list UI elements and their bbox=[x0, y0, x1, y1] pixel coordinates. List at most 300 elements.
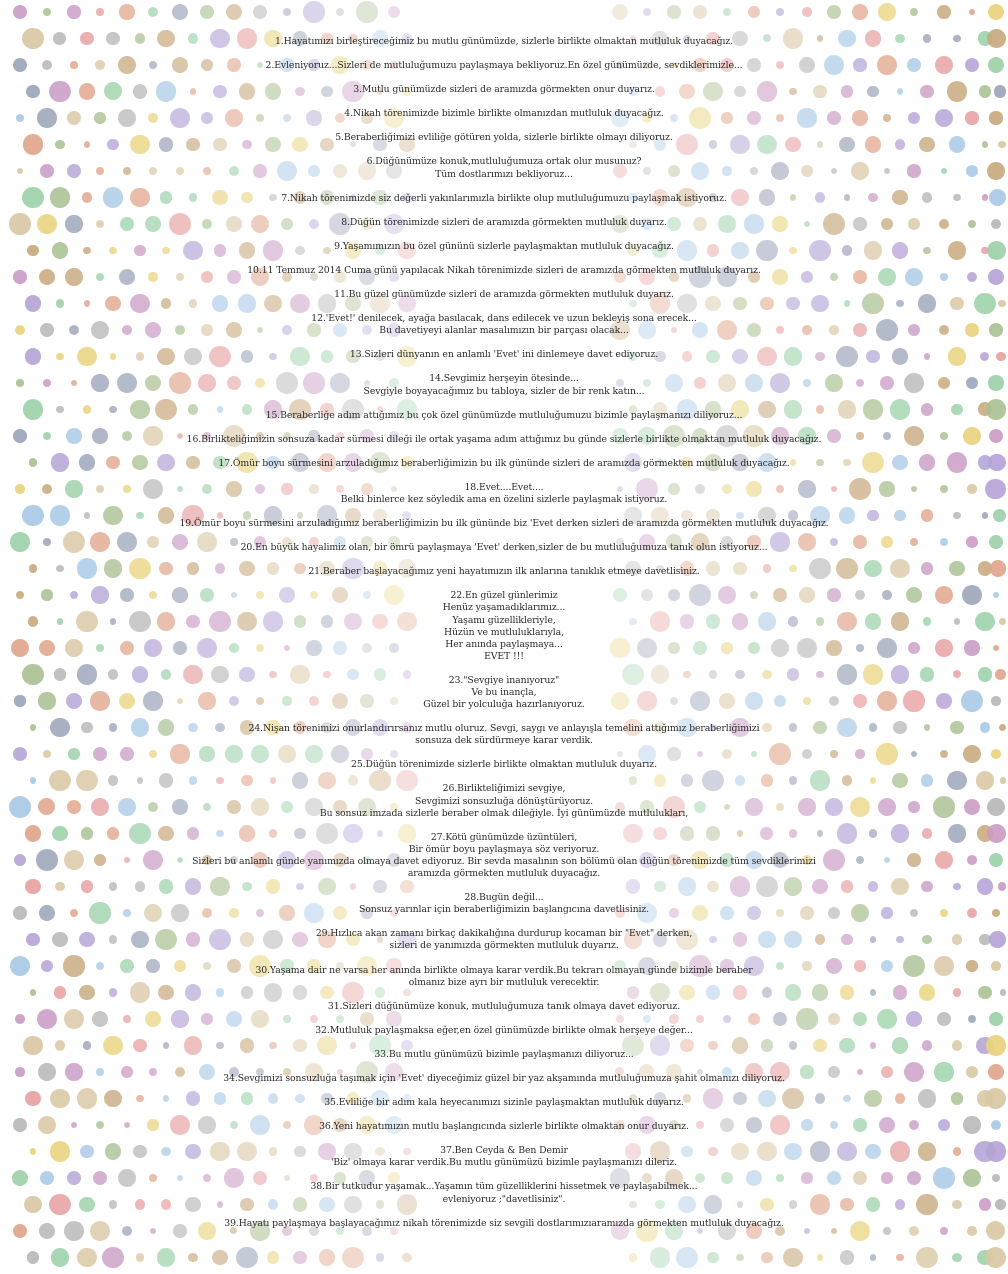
decorative-dot bbox=[879, 481, 894, 496]
decorative-dot bbox=[109, 406, 117, 414]
decorative-dot bbox=[933, 796, 954, 817]
decorative-dot bbox=[923, 34, 932, 43]
decorative-dot bbox=[24, 1196, 42, 1214]
decorative-dot bbox=[107, 139, 119, 151]
decorative-dot bbox=[980, 722, 990, 732]
decorative-dot bbox=[953, 1147, 962, 1156]
decorative-dot bbox=[953, 670, 961, 678]
decorative-dot bbox=[986, 399, 1006, 419]
decorative-dot bbox=[95, 60, 105, 70]
decorative-dot bbox=[82, 192, 93, 203]
message-line: 29.Hızlıca akan zamanı birkaç dakikalığına durdurup kocaman bir "Evet" derken, bbox=[315, 928, 693, 940]
decorative-dot bbox=[25, 1091, 41, 1107]
decorative-dot bbox=[993, 509, 1006, 522]
message-line: sonsuza dek sürdürmeye karar verdik. bbox=[415, 735, 593, 747]
decorative-dot bbox=[84, 300, 90, 306]
decorative-dot bbox=[935, 586, 954, 605]
decorative-dot bbox=[935, 109, 953, 127]
decorative-dot bbox=[919, 984, 936, 1001]
decorative-dot bbox=[896, 936, 903, 943]
decorative-dot bbox=[11, 639, 29, 657]
decorative-dot bbox=[910, 8, 918, 16]
decorative-dot bbox=[52, 932, 68, 948]
decorative-dot bbox=[49, 770, 71, 792]
decorative-dot bbox=[865, 1144, 881, 1160]
decorative-dot bbox=[918, 1089, 936, 1107]
message-line: 28.Bugün değil... bbox=[464, 892, 544, 904]
decorative-dot bbox=[102, 1247, 124, 1269]
decorative-dot bbox=[988, 375, 1003, 390]
decorative-dot bbox=[43, 379, 51, 387]
invitation-message bbox=[150, 60, 858, 72]
decorative-dot bbox=[122, 1226, 133, 1237]
decorative-dot bbox=[103, 1036, 122, 1055]
decorative-dot bbox=[91, 321, 109, 339]
invitation-message bbox=[150, 156, 858, 180]
decorative-dot bbox=[891, 878, 909, 896]
decorative-dot bbox=[133, 1039, 146, 1052]
decorative-dot bbox=[132, 455, 147, 470]
decorative-dot bbox=[105, 296, 120, 311]
decorative-dot bbox=[109, 247, 117, 255]
decorative-dot bbox=[13, 906, 27, 920]
decorative-dot bbox=[29, 564, 37, 572]
decorative-dot bbox=[96, 485, 104, 493]
decorative-dot bbox=[10, 532, 30, 552]
decorative-dot bbox=[968, 220, 976, 228]
message-line: Sevgiyle boyayacağımız bu tabloya, sizler de bir renk katın... bbox=[363, 385, 645, 397]
decorative-dot bbox=[938, 1119, 951, 1132]
decorative-dot bbox=[894, 510, 906, 522]
message-line: evleniyoruz ;"davetlisiniz". bbox=[442, 1193, 566, 1205]
decorative-dot bbox=[919, 137, 935, 153]
decorative-dot bbox=[40, 323, 55, 338]
invitation-message bbox=[150, 217, 858, 229]
decorative-dot bbox=[51, 1248, 70, 1267]
decorative-dot bbox=[921, 509, 934, 522]
decorative-dot bbox=[200, 5, 214, 19]
decorative-dot bbox=[862, 293, 884, 315]
decorative-dot bbox=[904, 426, 924, 446]
decorative-dot bbox=[878, 3, 896, 21]
invitation-message bbox=[150, 193, 858, 205]
decorative-dot bbox=[172, 4, 189, 21]
decorative-dot bbox=[54, 986, 66, 998]
decorative-dot bbox=[136, 1095, 144, 1103]
decorative-dot bbox=[15, 1067, 24, 1076]
decorative-dot bbox=[905, 268, 924, 287]
decorative-dot bbox=[93, 747, 107, 761]
decorative-dot bbox=[25, 348, 41, 364]
decorative-dot bbox=[982, 512, 988, 518]
decorative-dot bbox=[978, 986, 992, 1000]
invitation-message bbox=[150, 1121, 858, 1133]
decorative-dot bbox=[67, 1171, 82, 1186]
decorative-dot bbox=[827, 5, 841, 19]
decorative-dot bbox=[906, 587, 922, 603]
decorative-dot bbox=[109, 882, 117, 890]
decorative-dot bbox=[30, 989, 36, 995]
invitation-message bbox=[150, 458, 858, 470]
decorative-dot bbox=[924, 353, 930, 359]
decorative-dot bbox=[91, 586, 108, 603]
message-line: 32.Mutluluk paylaşmaksa eğer,en özel günümüzde birlikte olmak herşeye değer... bbox=[315, 1024, 693, 1036]
decorative-dot bbox=[65, 480, 82, 497]
message-line: 20.En büyük hayalimiz olan, bir ömrü paylaşmaya 'Evet' derken,sizler de bu mutluluğumuza tanık olun istiyoruz... bbox=[240, 542, 768, 554]
decorative-dot bbox=[22, 505, 44, 527]
decorative-dot bbox=[870, 936, 876, 942]
invitation-message bbox=[150, 928, 858, 952]
decorative-dot bbox=[890, 1141, 910, 1161]
decorative-dot bbox=[39, 1223, 55, 1239]
message-line: Tüm dostlarımızı bekliyoruz... bbox=[435, 168, 573, 180]
decorative-dot bbox=[188, 1253, 197, 1262]
message-line: 2.Evleniyoruz...Sizleri de mutluluğumuzu paylaşmaya bekliyoruz.En özel günümüzde, sevdiklerimizle... bbox=[265, 60, 743, 72]
message-line: 36.Yeni hayatımızın mutlu başlangıcında sizlerle birlikte olmaktan onur duyarız. bbox=[319, 1121, 689, 1133]
decorative-dot bbox=[80, 1145, 94, 1159]
decorative-dot bbox=[130, 400, 149, 419]
invitation-message bbox=[150, 675, 858, 711]
decorative-dot bbox=[963, 1116, 980, 1133]
decorative-dot bbox=[110, 353, 116, 359]
decorative-dot bbox=[65, 639, 84, 658]
decorative-dot bbox=[38, 798, 55, 815]
message-line: 3.Mutlu günümüzde sizleri de aramızda görmekten onur duyarız. bbox=[353, 84, 655, 96]
decorative-dot bbox=[91, 374, 108, 391]
message-line: Bu sonsuz imzada sizlerle beraber olmak dileğiyle. İyi günümüzde mutlulukları, bbox=[319, 807, 689, 819]
decorative-dot bbox=[13, 1118, 26, 1131]
decorative-dot bbox=[908, 324, 921, 337]
decorative-dot bbox=[952, 934, 963, 945]
decorative-dot bbox=[939, 325, 949, 335]
invitation-message bbox=[150, 1218, 858, 1230]
decorative-dot bbox=[953, 35, 960, 42]
decorative-dot bbox=[906, 1011, 923, 1028]
decorative-dot bbox=[892, 773, 908, 789]
decorative-dot bbox=[895, 34, 905, 44]
decorative-dot bbox=[965, 323, 979, 337]
decorative-dot bbox=[892, 348, 909, 365]
message-line: Yaşamı güzellikleriyle, bbox=[452, 614, 556, 626]
decorative-dot bbox=[979, 1198, 992, 1211]
decorative-dot bbox=[864, 241, 883, 260]
message-line: 25.Düğün törenimizde sizlerle birlikte olmaktan mutluluk duyarız. bbox=[351, 759, 657, 771]
decorative-dot bbox=[978, 667, 992, 681]
decorative-dot bbox=[940, 909, 948, 917]
decorative-dot bbox=[643, 8, 652, 17]
message-line: 13.Sizleri dünyanın en anlamlı 'Evet' ini dinlemeye davet ediyoruz. bbox=[349, 349, 659, 361]
invitation-message bbox=[150, 759, 858, 771]
decorative-dot bbox=[129, 611, 150, 632]
decorative-dot bbox=[947, 81, 967, 101]
decorative-dot bbox=[985, 1247, 1006, 1268]
decorative-dot bbox=[935, 851, 953, 869]
decorative-dot bbox=[908, 642, 920, 654]
decorative-dot bbox=[964, 640, 979, 655]
decorative-dot bbox=[940, 1227, 949, 1236]
decorative-dot bbox=[89, 902, 110, 923]
decorative-dot bbox=[42, 484, 52, 494]
decorative-dot bbox=[336, 8, 344, 16]
decorative-dot bbox=[867, 510, 879, 522]
decorative-dot bbox=[998, 882, 1006, 890]
decorative-dot bbox=[991, 1120, 1001, 1130]
decorative-dot bbox=[934, 956, 954, 976]
decorative-dot bbox=[38, 1063, 57, 1082]
decorative-dot bbox=[42, 60, 52, 70]
invitation-message bbox=[150, 434, 858, 446]
message-line: 37.Ben Ceyda & Ben Demir bbox=[440, 1145, 568, 1157]
decorative-dot bbox=[90, 1221, 110, 1241]
decorative-dot bbox=[13, 1224, 28, 1239]
decorative-dot bbox=[939, 219, 949, 229]
decorative-dot bbox=[283, 8, 292, 17]
invitation-message bbox=[150, 313, 858, 337]
decorative-dot bbox=[123, 167, 130, 174]
decorative-dot bbox=[16, 591, 25, 600]
decorative-dot bbox=[947, 452, 968, 473]
decorative-dot bbox=[56, 406, 63, 413]
message-line: Güzel bir yolculuğa hazırlanıyoruz. bbox=[423, 699, 585, 711]
decorative-dot bbox=[723, 8, 731, 16]
decorative-dot bbox=[911, 751, 918, 758]
decorative-dot bbox=[109, 723, 117, 731]
decorative-dot bbox=[952, 1040, 963, 1051]
decorative-dot bbox=[253, 5, 268, 20]
decorative-dot bbox=[63, 531, 85, 553]
decorative-dot bbox=[989, 535, 1004, 550]
decorative-dot bbox=[43, 432, 52, 441]
message-line: Ve bu inançla, bbox=[471, 687, 537, 698]
decorative-dot bbox=[916, 1247, 937, 1268]
decorative-dot bbox=[941, 168, 947, 174]
decorative-dot bbox=[891, 824, 910, 843]
decorative-dot bbox=[693, 5, 708, 20]
message-line: 31.Sizleri düğünümüze konuk, mutluluğumuza tanık olmaya davet ediyoruz. bbox=[327, 1000, 681, 1012]
message-line: 6.Düğünümüze konuk,mutluluğumuza ortak olur musunuz? bbox=[366, 156, 642, 168]
decorative-dot bbox=[92, 1011, 108, 1027]
decorative-dot bbox=[93, 1171, 107, 1185]
decorative-dot bbox=[907, 1171, 922, 1186]
decorative-dot bbox=[904, 1062, 924, 1082]
decorative-dot bbox=[884, 168, 890, 174]
decorative-dot bbox=[303, 1, 324, 22]
decorative-dot bbox=[30, 1148, 36, 1154]
invitation-message bbox=[150, 1097, 858, 1109]
decorative-dot bbox=[25, 295, 42, 312]
decorative-dot bbox=[977, 878, 993, 894]
decorative-dot bbox=[892, 242, 909, 259]
decorative-dot bbox=[865, 613, 882, 630]
decorative-dot bbox=[83, 1041, 92, 1050]
decorative-dot bbox=[920, 85, 933, 98]
decorative-dot bbox=[94, 854, 106, 866]
decorative-dot bbox=[67, 111, 82, 126]
decorative-dot bbox=[120, 959, 135, 974]
decorative-dot bbox=[962, 585, 983, 606]
decorative-dot bbox=[761, 1252, 772, 1263]
decorative-dot bbox=[23, 134, 43, 154]
decorative-dot bbox=[1000, 777, 1006, 783]
decorative-dot bbox=[870, 777, 876, 783]
message-line: 22.En güzel günlerimiz bbox=[450, 590, 558, 602]
message-line: 5.Beraberliğimizi evliliğe götüren yolda, sizlerle birlikte olmayı diliyoruz. bbox=[335, 132, 673, 144]
decorative-dot bbox=[17, 168, 24, 175]
decorative-dot bbox=[866, 350, 879, 363]
decorative-dot bbox=[49, 1194, 71, 1216]
decorative-dot bbox=[41, 960, 53, 972]
decorative-dot bbox=[868, 193, 878, 203]
decorative-dot bbox=[118, 798, 135, 815]
decorative-dot bbox=[90, 691, 109, 710]
decorative-dot bbox=[988, 57, 1004, 73]
decorative-dot bbox=[987, 162, 1005, 180]
decorative-dot bbox=[998, 141, 1006, 149]
decorative-dot bbox=[136, 512, 143, 519]
decorative-dot bbox=[992, 1174, 1000, 1182]
decorative-dot bbox=[23, 399, 44, 420]
decorative-dot bbox=[71, 1122, 78, 1129]
decorative-dot bbox=[104, 82, 122, 100]
decorative-dot bbox=[949, 136, 966, 153]
invitation-message bbox=[150, 542, 858, 554]
decorative-dot bbox=[937, 5, 950, 18]
decorative-dot bbox=[106, 32, 119, 45]
decorative-dot bbox=[56, 299, 65, 308]
decorative-dot bbox=[980, 352, 989, 361]
message-line: 17.Ömür boyu sürmesini arzuladığımız beraberliğimizin bu ilk gününde sizleri de aramızda görmekten mutluluk duyacağız. bbox=[218, 457, 790, 469]
decorative-dot bbox=[989, 1012, 1003, 1026]
decorative-dot bbox=[923, 247, 931, 255]
message-line: Bu davetiyeyi alanlar masalımızın bir parçası olacak... bbox=[379, 325, 629, 337]
decorative-dot bbox=[989, 931, 1006, 948]
decorative-dot bbox=[953, 194, 960, 201]
decorative-dot bbox=[940, 538, 948, 546]
decorative-dot bbox=[995, 1199, 1006, 1210]
decorative-dot bbox=[879, 1117, 895, 1133]
decorative-dot bbox=[935, 56, 954, 75]
decorative-dot bbox=[877, 691, 897, 711]
decorative-dot bbox=[991, 696, 1000, 705]
decorative-dot bbox=[56, 353, 63, 360]
decorative-dot bbox=[52, 826, 67, 841]
decorative-dot bbox=[954, 618, 961, 625]
decorative-dot bbox=[29, 458, 37, 466]
decorative-dot bbox=[967, 855, 977, 865]
decorative-dot bbox=[952, 1253, 961, 1262]
decorative-dot bbox=[891, 665, 909, 683]
decorative-dot bbox=[890, 399, 911, 420]
decorative-dot bbox=[949, 561, 965, 577]
message-line: 35.Evliliğe bir adım kala heyecanımızı sizinle paylaşmaktan mutluluk duyarız. bbox=[324, 1097, 684, 1109]
decorative-dot bbox=[104, 559, 123, 578]
decorative-dot bbox=[989, 111, 1002, 124]
decorative-dot bbox=[122, 325, 132, 335]
decorative-dot bbox=[103, 506, 122, 525]
decorative-dot bbox=[267, 1251, 280, 1264]
decorative-dot bbox=[66, 428, 82, 444]
invitation-message bbox=[150, 1145, 858, 1169]
decorative-dot bbox=[136, 1253, 144, 1261]
decorative-dot bbox=[952, 1200, 961, 1209]
decorative-dot bbox=[43, 538, 50, 545]
decorative-dot bbox=[923, 617, 932, 626]
decorative-dot bbox=[736, 1254, 743, 1261]
decorative-dot bbox=[910, 538, 917, 545]
decorative-dot bbox=[108, 775, 118, 785]
message-line: 15.Beraberliğe adım attığımız bu çok özel günümüzde mutluluğumuzu bizimle paylaşmanızı diliyoruz... bbox=[265, 409, 743, 421]
decorative-dot bbox=[109, 935, 118, 944]
decorative-dot bbox=[92, 428, 107, 443]
decorative-dot bbox=[963, 1169, 981, 1187]
decorative-dot bbox=[130, 188, 150, 208]
decorative-dot bbox=[892, 1037, 909, 1054]
decorative-dot bbox=[922, 828, 932, 838]
decorative-dot bbox=[70, 909, 79, 918]
decorative-dot bbox=[987, 824, 1006, 843]
decorative-dot bbox=[124, 857, 130, 863]
decorative-dot bbox=[16, 114, 24, 122]
decorative-dot bbox=[924, 724, 930, 730]
decorative-dot bbox=[989, 853, 1003, 867]
decorative-dot bbox=[990, 560, 1006, 576]
decorative-dot bbox=[863, 664, 884, 685]
message-line: 16.Birlikteliğimizin sonsuza kadar sürmesi dileği ile ortak yaşama adım attığımız bu günde sizlerle birlikte olmaktan mutluluk duyacağız. bbox=[186, 433, 822, 445]
decorative-dot bbox=[67, 5, 80, 18]
decorative-dot bbox=[50, 1089, 70, 1109]
decorative-dot bbox=[94, 112, 106, 124]
decorative-dot bbox=[120, 641, 135, 656]
decorative-dot bbox=[148, 7, 159, 18]
message-line: 8.Düğün törenimizde sizleri de aramızda görmekten mutluluk duyarız. bbox=[341, 216, 667, 228]
decorative-dot bbox=[96, 220, 104, 228]
decorative-dot bbox=[37, 214, 57, 234]
decorative-dot bbox=[989, 189, 1006, 206]
message-line: 11.Bu güzel günümüzde sizleri de aramızda görmekten mutluluk duyarız. bbox=[334, 289, 674, 301]
decorative-dot bbox=[51, 453, 70, 472]
message-line: 24.Nişan törenimizi onurlandırırsanız mutlu oluruz. Sevgi, saygı ve anlayışla temelini attığımız beraberliğimizi bbox=[248, 723, 760, 735]
decorative-dot bbox=[70, 61, 77, 68]
decorative-dot bbox=[50, 505, 71, 526]
decorative-dot bbox=[988, 454, 1006, 472]
message-line: 39.Hayatı paylaşmaya başlayacağımız nikah törenimizde siz sevgili dostlarımızıaramızda görmekten mutluluk duyacağız. bbox=[224, 1217, 784, 1229]
decorative-dot bbox=[868, 881, 878, 891]
decorative-dot bbox=[892, 455, 908, 471]
decorative-dot bbox=[90, 532, 111, 553]
decorative-dot bbox=[23, 1036, 42, 1055]
decorative-dot bbox=[986, 1141, 1006, 1161]
decorative-dot bbox=[951, 1092, 964, 1105]
decorative-dot bbox=[998, 300, 1006, 308]
decorative-dot bbox=[667, 5, 680, 18]
decorative-dot bbox=[64, 1221, 85, 1242]
message-line: Sizleri bu anlamlı günde yanımızda olmaya davet ediyoruz. Bir sevda masalının son bölümü olan düğün törenimizde tüm sevdiklerimizi bbox=[192, 855, 816, 867]
invitation-message bbox=[150, 832, 858, 880]
decorative-dot bbox=[80, 32, 93, 45]
decorative-dot bbox=[15, 325, 26, 336]
decorative-dot bbox=[136, 352, 144, 360]
decorative-dot bbox=[877, 55, 897, 75]
decorative-dot bbox=[935, 639, 952, 656]
decorative-dot bbox=[342, 1247, 363, 1268]
message-line: Hüzün ve mutluluklarıyla, bbox=[444, 626, 564, 638]
decorative-dot bbox=[63, 955, 84, 976]
message-line: 10.11 Temmuz 2014 Cuma günü yapılacak Nikah törenimizde sizleri de aramızda görmekten mutluluk duyarız. bbox=[247, 264, 761, 276]
decorative-dot bbox=[987, 798, 1005, 816]
decorative-dot bbox=[38, 692, 55, 709]
decorative-dot bbox=[64, 1009, 85, 1030]
decorative-dot bbox=[650, 1247, 670, 1267]
